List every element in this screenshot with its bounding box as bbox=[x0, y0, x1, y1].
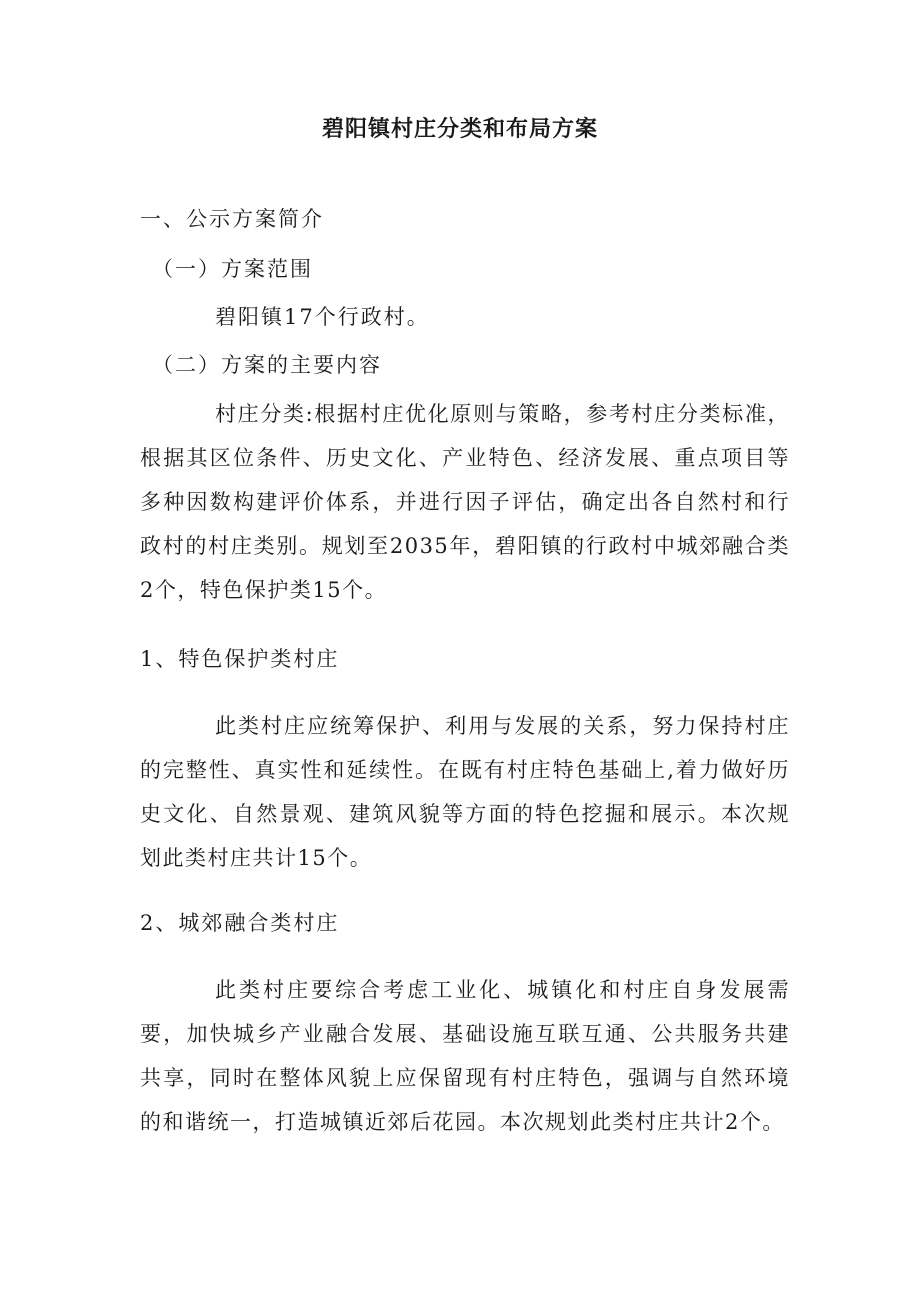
document-title: 碧阳镇村庄分类和布局方案 bbox=[321, 117, 598, 142]
heading-suburban-integration: 2、城郊融合类村庄 bbox=[140, 911, 340, 935]
heading-special-protection: 1、特色保护类村庄 bbox=[140, 647, 340, 671]
scope-text: 碧阳镇17个行政村。 bbox=[215, 305, 430, 329]
suburban-integration-paragraph: 此类村庄要综合考虑工业化、城镇化和村庄自身发展需要，加快城乡产业融合发展、基础设施互联互通、公共服务共建共享，同时在整体风貌上应保留现有村庄特色，强调与自然环境的和谐统一，打造城镇近郊后花园。本次规划此类村庄共计2个。 bbox=[140, 978, 790, 1134]
main-content-paragraph: 村庄分类:根据村庄优化原则与策略，参考村庄分类标准，根据其区位条件、历史文化、产业特色、经济发展、重点项目等多种因数构建评价体系，并进行因子评估，确定出各自然村和行政村的村庄类别。规划至2035年，碧阳镇的行政村中城郊融合类2个，特色保护类15个。 bbox=[140, 402, 790, 602]
subheading-scope: （一）方案范围 bbox=[152, 257, 313, 281]
subheading-main-content: （二）方案的主要内容 bbox=[152, 353, 382, 377]
special-protection-paragraph: 此类村庄应统筹保护、利用与发展的关系，努力保持村庄的完整性、真实性和延续性。在既有村庄特色基础上,着力做好历史文化、自然景观、建筑风貌等方面的特色挖掘和展示。本次规划此类村庄共计15个。 bbox=[140, 714, 790, 870]
section-heading-intro: 一、公示方案简介 bbox=[140, 207, 324, 231]
